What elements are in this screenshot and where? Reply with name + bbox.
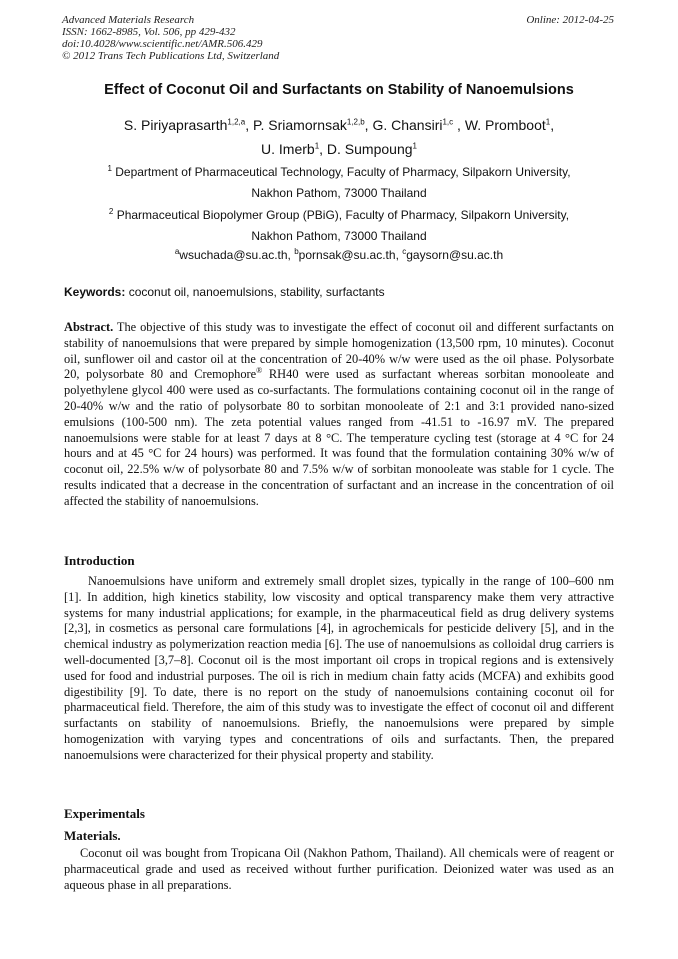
email: $^a$wsuchada@su.ac.th, bbox=[174, 247, 295, 262]
experimentals-heading: Experimentals bbox=[64, 806, 145, 821]
author-list bbox=[50, 113, 628, 161]
abstract: Abstract. The objective of this study was to investigate the effect of coconut oil and different surfactants on stability of nanoemulsions that were prepared by simple homogenization (13,500 rpm, 10 minutes). Coconut oil, sunflower oil and castor oil at the concentration of 20-40% w/w were used as the oil phase. Polysorbate 20, polysorbate 80 and Cremophore® RH40 were used as surfactant whereas sorbitan monooleate and polyethylene glycol 400 were used as co-surfactants. The formulations containing coconut oil in the range of 20-40% w/w and the ratio of polysorbate 80 to sorbitan monooleate of 2:1 and 3:1 provided nano-sized emulsions (100-500 nm). The zeta potential values ranged from -41.51 to -16.97 mV. The prepared nanoemulsions were stable for at least 7 days at 8 °C. The temperature cycling test (storage at 4 °C for 24 hours and at 45 °C for 24 hours) was performed. It was found that the formulation containing 30% w/w of coconut oil, 22.5% w/w of polysorbate 80 and 7.5% w/w of sorbitan monooleate was stable for 1 cycle. The results indicated that a decrease in the concentration of surfactant and an increase in the concentration of oil affected the stability of nanoemulsions. bbox=[64, 320, 615, 508]
email: $^c$gaysorn@su.ac.th bbox=[402, 247, 504, 262]
doi-line: doi:10.4028/www.scientific.net/AMR.506.429 bbox=[62, 38, 263, 50]
author: D. Sumpoung$^1$ bbox=[326, 141, 417, 157]
author: P. Sriamornsak$^{1,2,b}$, bbox=[252, 117, 373, 133]
email: $^b$pornsak@su.ac.th, bbox=[294, 247, 403, 262]
online-date: Online: 2012-04-25 bbox=[526, 14, 614, 26]
keywords bbox=[64, 285, 385, 299]
issn-line: ISSN: 1662-8985, Vol. 506, pp 429-432 bbox=[62, 26, 236, 38]
abstract-label: Abstract. bbox=[64, 320, 114, 334]
author: U. Imerb$^1$, bbox=[261, 141, 327, 157]
affiliation-2: $^2$ Pharmaceutical Biopolymer Group (PBiG), Faculty of Pharmacy, Silpakorn University, Nakhon Pathom, 73000 Thailand bbox=[108, 207, 570, 243]
materials-text: Coconut oil was bought from Tropicana Oil (Nakhon Pathom, Thailand). All chemicals were of reagent or pharmaceutical grade and used as received without further purification. Deionized water was used as an aqueous phase in all preparations. bbox=[64, 846, 614, 892]
author: S. Piriyaprasarth$^{1,2,a}$, bbox=[123, 117, 253, 133]
introduction-text: Nanoemulsions have uniform and extremely small droplet sizes, typically in the range of 100–600 nm [1]. In addition, high kinetics stability, low viscosity and optical transparency make them very attractive systems for many industrial applications; for example, in the pharmaceutical field as drug delivery systems [2,3], in cosmetics as personal care formulations [4], in agrochemicals for pesticide delivery [5], and in the chemical industry as polymerization reaction media [6]. The use of nanoemulsions as colloidal drug carriers is well-documented [3,7–8]. Coconut oil is the most important oil crops in tropical regions and is extensively used for food and industrial purposes. The oil is rich in medium chain fatty acids (MCFA) and exhibits good digestibility [9]. To date, there is no report on the study of nanoemulsions containing coconut oil for pharmaceutical field. Therefore, the aim of this study was to investigate the effect of coconut oil and different surfactants on stability of nanoemulsions. Briefly, the nanoemulsions were prepared by simple homogenization with varying types and concentrations of oils and surfactants. Then, the prepared nanoemulsions were characterized for their physical property and stability. bbox=[64, 574, 614, 762]
journal-name: Advanced Materials Research bbox=[62, 14, 195, 26]
author: W. Promboot$^1$, bbox=[464, 117, 555, 133]
affiliation-1: $^1$ Department of Pharmaceutical Technology, Faculty of Pharmacy, Silpakorn University, Nakhon Pathom, 73000 Thailand bbox=[107, 164, 571, 200]
keywords-text: coconut oil, nanoemulsions, stability, surfactants bbox=[128, 285, 385, 299]
keywords-label: Keywords: bbox=[64, 285, 126, 299]
journal-header bbox=[62, 14, 279, 62]
materials-heading: Materials. bbox=[64, 828, 121, 843]
copyright-line: © 2012 Trans Tech Publications Ltd, Switzerland bbox=[62, 50, 280, 62]
paper-title: Effect of Coconut Oil and Surfactants on Stability of Nanoemulsions bbox=[104, 82, 574, 98]
author: G. Chansiri$^{1,c}$ , bbox=[372, 117, 465, 133]
introduction-heading: Introduction bbox=[64, 553, 135, 568]
author-emails bbox=[0, 248, 678, 262]
